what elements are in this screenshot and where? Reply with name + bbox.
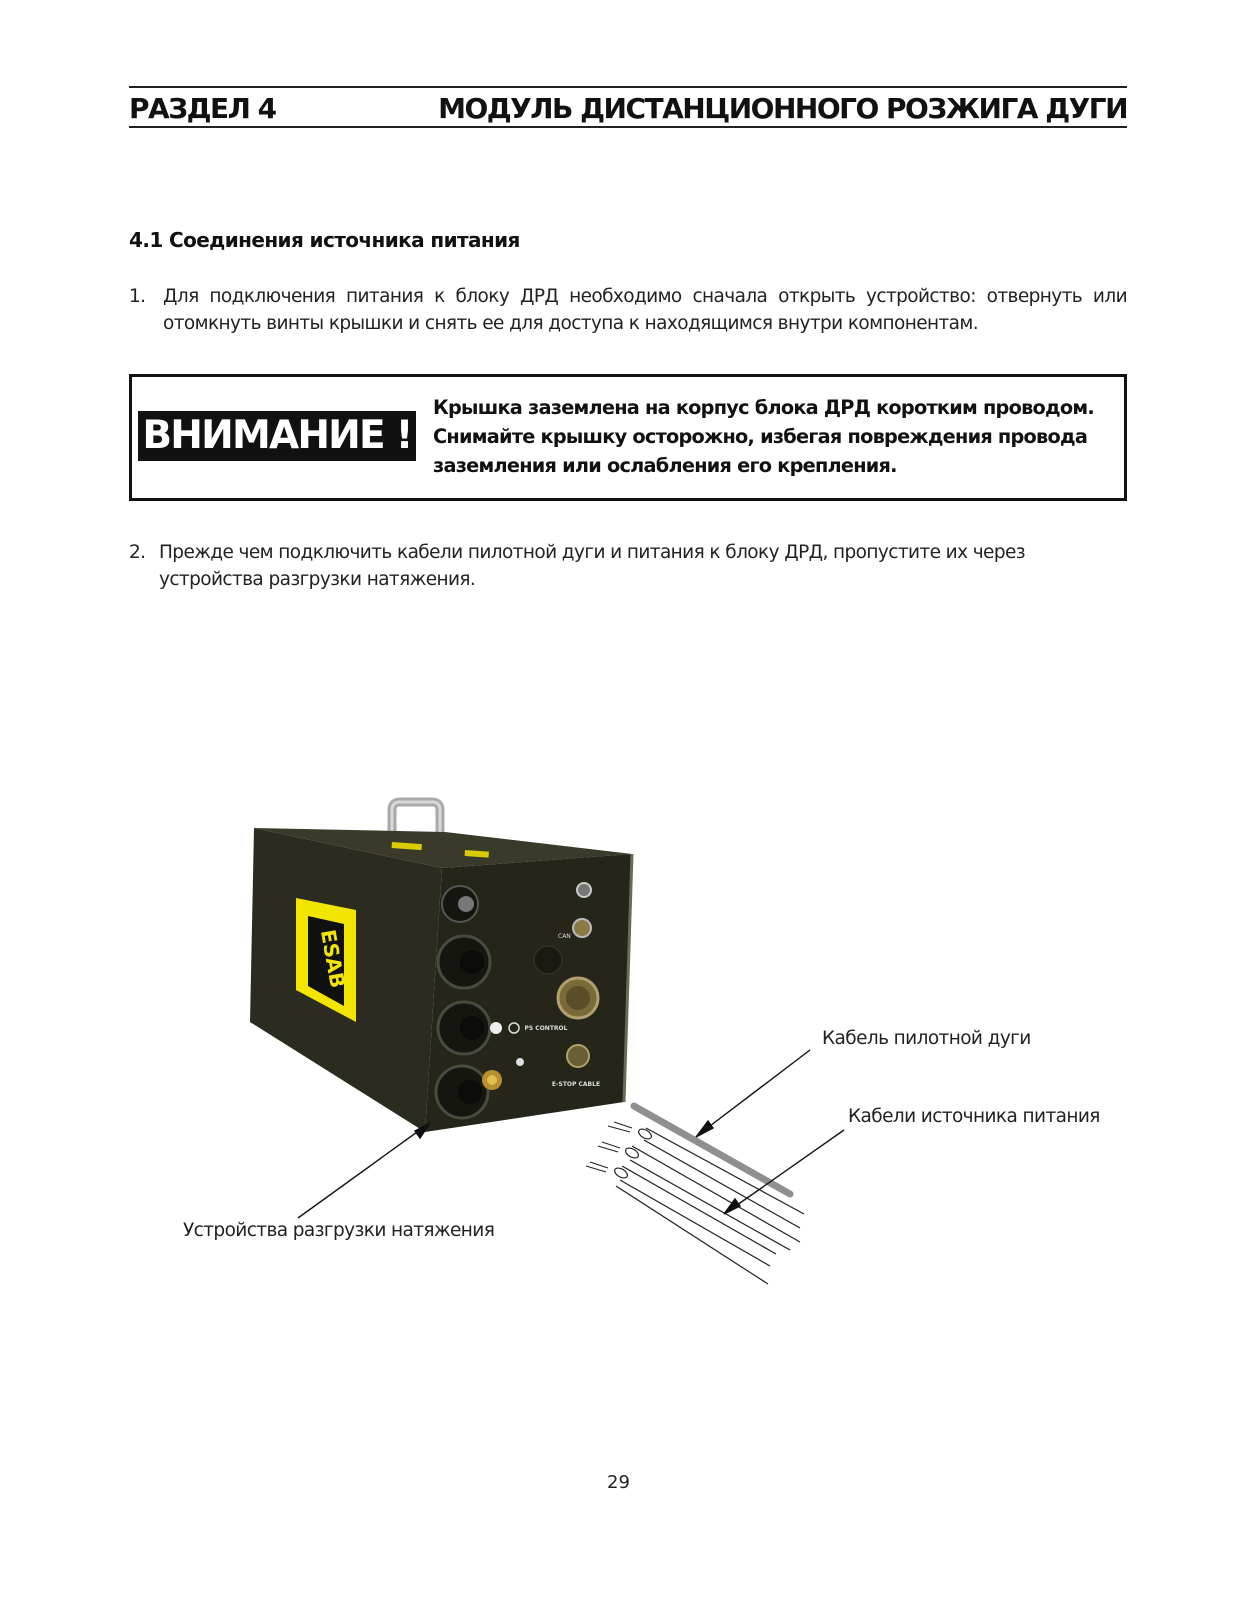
step-2-number: 2. <box>129 542 146 563</box>
step-1-number: 1. <box>129 286 146 307</box>
svg-text:PS CONTROL: PS CONTROL <box>524 1025 568 1032</box>
page-header <box>129 88 1127 128</box>
step-2-text: Прежде чем подключить кабели пилотной дуги и питания к блоку ДРД, пропустите их через устройства разгрузки натяжения. <box>159 542 1025 590</box>
step-2 <box>129 539 1127 593</box>
warning-line-2: Снимайте крышку осторожно, избегая повреждения провода <box>433 425 1088 448</box>
warning-line-1: Крышка заземлена на корпус блока ДРД коротким проводом. <box>433 396 1094 419</box>
warning-box <box>129 374 1127 501</box>
step-1 <box>129 283 1127 337</box>
label-power-cables: Кабели источника питания <box>848 1106 1100 1127</box>
header-bottom-rule <box>129 126 1127 128</box>
cables-illustration <box>586 1106 804 1284</box>
brass-fitting-icon <box>482 1070 502 1090</box>
page-number: 29 <box>607 1472 630 1493</box>
header-title: МОДУЛЬ ДИСТАНЦИОННОГО РОЗЖИГА ДУГИ <box>438 91 1127 125</box>
warning-line-3: заземления или ослабления его крепления. <box>433 454 897 477</box>
header-section: РАЗДЕЛ 4 <box>129 91 276 125</box>
warning-text <box>433 393 1123 480</box>
label-pilot-arc-cable: Кабель пилотной дуги <box>822 1028 1031 1049</box>
warning-badge: ВНИМАНИЕ ! <box>138 411 416 461</box>
svg-text:ESAB: ESAB <box>315 927 350 990</box>
svg-text:E-STOP CABLE: E-STOP CABLE <box>551 1081 601 1088</box>
section-title: 4.1 Соединения источника питания <box>129 228 520 252</box>
label-strain-relief: Устройства разгрузки натяжения <box>183 1220 495 1241</box>
step-1-text: Для подключения питания к блоку ДРД необходимо сначала открыть устройство: отвернуть или отомкнуть винты крышки и снять ее для доступа к находящимся внутри компонентам. <box>163 286 1127 334</box>
svg-text:CAN: CAN <box>558 933 571 940</box>
